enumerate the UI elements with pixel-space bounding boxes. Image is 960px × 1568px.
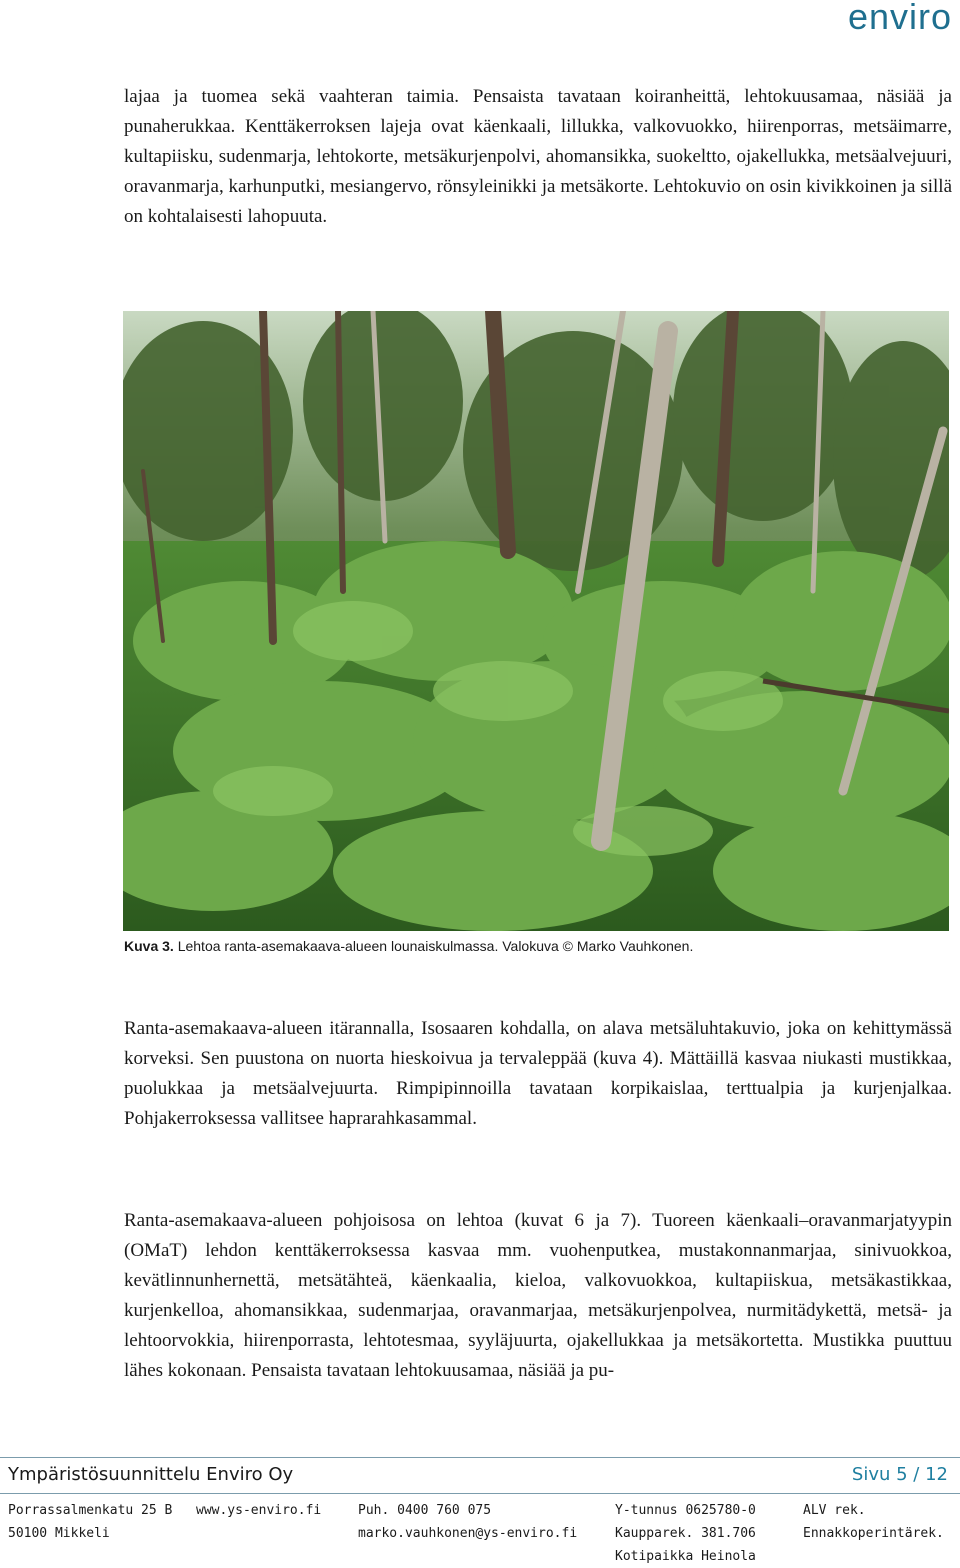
footer-kotipaikka: Kotipaikka Heinola — [615, 1549, 756, 1564]
body-paragraph-1: lajaa ja tuomea sekä vaahteran taimia. Pensaista tavataan koiranheittä, lehtokuusamaa, näsiää ja punaherukkaa. Kenttäkerroksen lajeja ovat käenkaali, lillukka, valkovuokko, hiirenporras, metsäimarre, kultapiisku, sudenmarja, lehtokorte, metsäkurjenpolvi, ahomansikka, suokeltto, ojakellukka, metsäalvejuuri, oravanmarja, karhunputki, mesiangervo, rönsyleinikki ja metsäkorte. Lehtokuvio on osin kivikkoinen ja sillä on kohtalaisesti lahopuuta. — [124, 86, 952, 227]
footer-rule-bottom — [0, 1493, 960, 1494]
footer-address-line1: Porrassalmenkatu 25 B — [8, 1503, 173, 1518]
page-number: Sivu 5 / 12 — [851, 1464, 948, 1485]
footer-ytunnus: Y-tunnus 0625780-0 — [615, 1503, 756, 1518]
body-paragraph-3: Ranta-asemakaava-alueen pohjoisosa on lehtoa (kuvat 6 ja 7). Tuoreen käenkaali–oravanmarjatyypin (OMaT) lehdon kenttäkerroksessa kasvaa mm. vuohenputkea, mustakonnanmarjaa, sinivuokkoa, kevätlinnunhernettä, metsätähteä, käenkaalia, kieloa, valkovuokkoa, kultapiiskua, metsäkastikkaa, kurjenkelloa, ahomansikkaa, sudenmarjaa, oravanmarjaa, metsäkurjenpolvea, nurmitädykettä, metsä- ja lehtoorvokkia, hiirenporrasta, lehtotesmaa, syyläjuurta, ojakellukkaa ja metsäkortetta. Mustikka puuttuu lähes kokonaan. Pensaista tavataan lehtokuusamaa, näsiää ja pu- — [124, 1210, 952, 1381]
footer-ennakko: Ennakkoperintärek. — [803, 1526, 944, 1541]
caption-label: Kuva 3. — [124, 938, 174, 954]
body-paragraph-2: Ranta-asemakaava-alueen itärannalla, Isosaaren kohdalla, on alava metsäluhtakuvio, joka on kehittymässä korveksi. Sen puustona on nuorta hieskoivua ja tervaleppää (kuva 4). Mättäillä kasvaa niukasti mustikkaa, puolukkaa ja metsäalvejuurta. Rimpipinnoilla tavataan korpikaislaa, terttualpia ja kurjenjalkaa. Pohjakerroksessa vallitsee haprarahkasammal. — [124, 1018, 952, 1129]
forest-photo — [123, 311, 949, 931]
caption-text: Lehtoa ranta-asemakaava-alueen lounaiskulmassa. Valokuva © Marko Vauhkonen. — [177, 938, 694, 954]
footer-address-line2: 50100 Mikkeli — [8, 1526, 110, 1541]
footer-website-link[interactable]: www.ys-enviro.fi — [196, 1503, 322, 1518]
footer-company: Ympäristösuunnittelu Enviro Oy — [8, 1464, 294, 1485]
footer-email-link[interactable]: marko.vauhkonen@ys-enviro.fi — [358, 1526, 578, 1541]
footer-alv: ALV rek. — [803, 1503, 866, 1518]
footer-rule-top — [0, 1457, 960, 1458]
footer-kaupparek: Kaupparek. 381.706 — [615, 1526, 756, 1541]
enviro-logo: enviro — [847, 0, 952, 37]
figure-caption — [124, 938, 693, 954]
footer-phone: Puh. 0400 760 075 — [358, 1503, 492, 1518]
